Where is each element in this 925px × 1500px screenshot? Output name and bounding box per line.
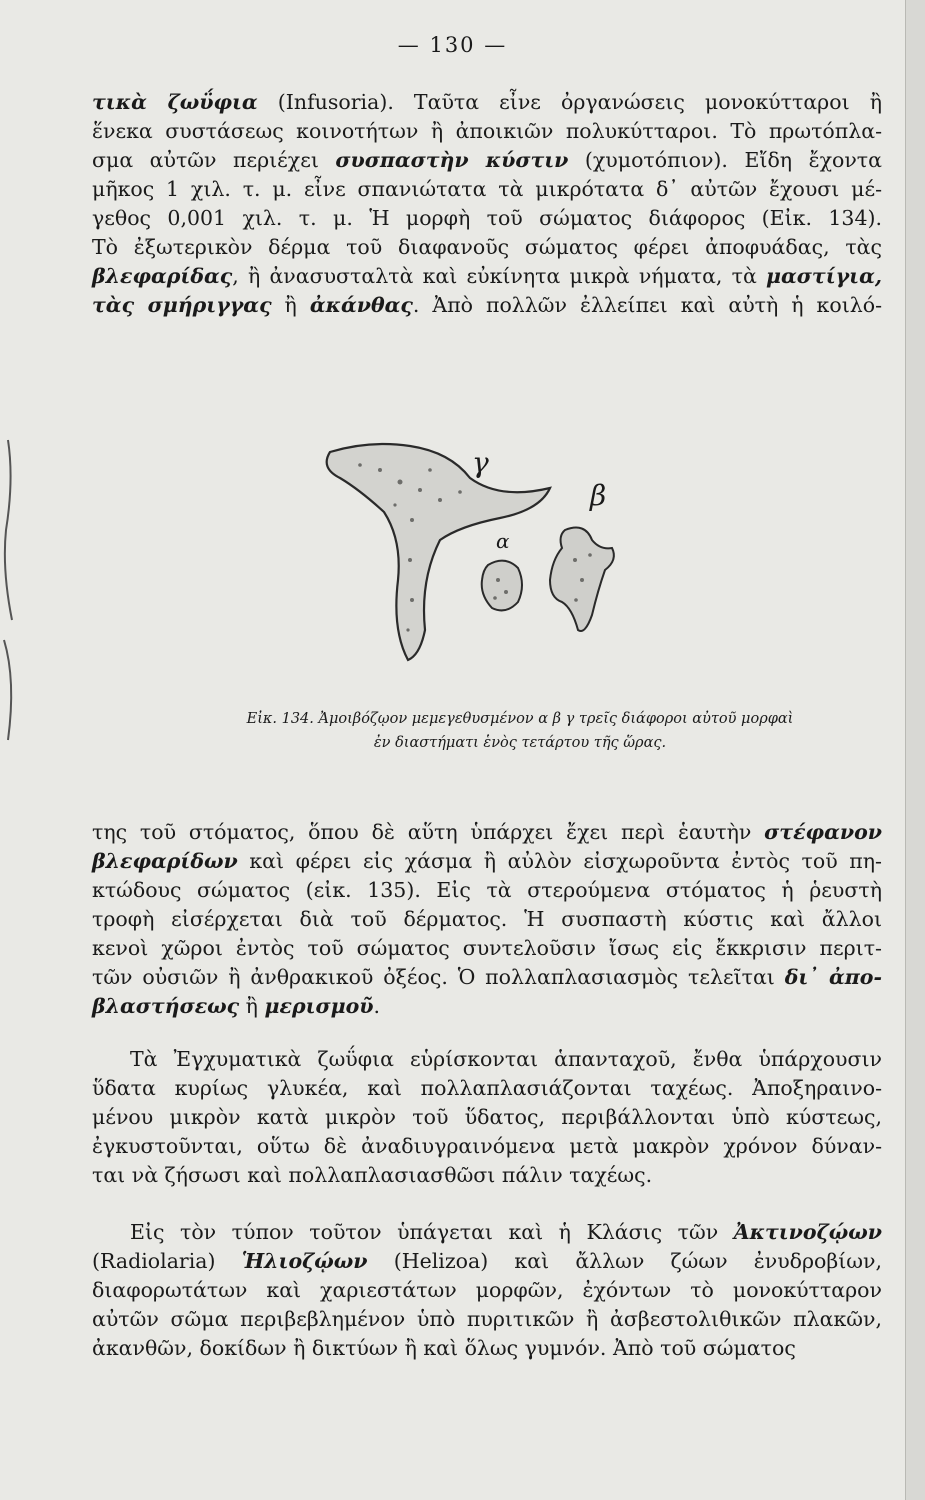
figure-label-beta: β: [590, 479, 607, 512]
text-line: μῆκος 1 χιλ. τ. μ. εἶνε σπανιώτατα τὰ μικρότατα δ᾽ αὐτῶν ἔχουσι μέ-: [92, 177, 882, 201]
paragraph-1: [92, 88, 882, 320]
paragraph-4: [92, 1218, 882, 1363]
text-line: γεθος 0,001 χιλ. τ. μ. Ἡ μορφὴ τοῦ σώματος διάφορος (Εἰκ. 134).: [92, 206, 882, 230]
text-line: τῶν οὐσιῶν ἢ ἀνθρακικοῦ ὀξέος. Ὁ πολλαπλασιασμὸς τελεῖται δι᾽ ἀπο-: [92, 965, 882, 989]
page-number: — 130 —: [397, 33, 508, 57]
line-rest: (Infusoria). Ταῦτα εἶνε ὀργανώσεις μονοκύτταροι ἢ: [277, 90, 882, 114]
text-line: κτώδους σώματος (εἰκ. 135). Εἰς τὰ στερούμενα στόματος ἡ ῥευστὴ: [92, 878, 882, 902]
caption-line-2: ἐν διαστήματι ἑνὸς τετάρτου τῆς ὥρας.: [373, 735, 667, 751]
text-line: διαφορωτάτων καὶ χαριεστάτων μορφῶν, ἐχόντων τὸ μονοκύτταρον: [92, 1278, 882, 1302]
adjacent-page-edge: [905, 0, 925, 1500]
text-line: τικὰ ζωΰφια (Infusoria). Ταῦτα εἶνε ὀργανώσεις μονοκύτταροι ἢ: [92, 90, 882, 114]
text-line: ἕνεκα συστάσεως κοινοτήτων ἢ ἀποικιῶν πολυκύτταροι. Τὸ πρωτόπλα-: [92, 119, 882, 143]
figure-amoeba: [300, 430, 660, 700]
text-line: Τὸ ἐξωτερικὸν δέρμα τοῦ διαφανοῦς σώματος φέρει ἀποφυάδας, τὰς: [92, 235, 882, 259]
amoeba-beta: [550, 528, 614, 631]
text-line: ὕδατα κυρίως γλυκέα, καὶ πολλαπλασιάζονται ταχέως. Ἀποξηραινο-: [92, 1076, 882, 1100]
text-line: σμα αὐτῶν περιέχει συσπαστὴν κύστιν (χυμοτόπιον). Εἴδη ἔχοντα: [92, 148, 882, 172]
text-line: ἐγκυστοῦνται, οὕτω δὲ ἀναδιυγραινόμενα μετὰ μακρὸν χρόνον δύναν-: [92, 1134, 882, 1158]
amoeba-gamma: [327, 444, 550, 660]
text-line: κενοὶ χῶροι ἐντὸς τοῦ σώματος συντελοῦσιν ἴσως εἰς ἔκκρισιν περιτ-: [92, 936, 882, 960]
text-line: ται νὰ ζήσωσι καὶ πολλαπλασιασθῶσι πάλιν ταχέως.: [92, 1163, 653, 1187]
page-binding-marks: [0, 420, 30, 820]
text-line: βλεφαρίδων καὶ φέρει εἰς χάσμα ἢ αὐλὸν εἰσχωροῦντα ἐντὸς τοῦ πη-: [92, 849, 882, 873]
caption-line-1: Εἰκ. 134. Ἀμοιβόζῳον μεμεγεθυσμένον α β γ τρεῖς διάφοροι αὐτοῦ μορφαὶ: [246, 711, 794, 727]
text-line: βλαστήσεως ἢ μερισμοῦ.: [92, 994, 381, 1018]
text-line: τροφὴ εἰσέρχεται διὰ τοῦ δέρματος. Ἡ συσπαστὴ κύστις καὶ ἄλλοι: [92, 907, 882, 931]
figure-caption: [160, 707, 880, 755]
paragraph-2: [92, 818, 882, 1021]
text-line: (Radiolaria) Ἡλιοζῴων (Helizoa) καὶ ἄλλων ζώων ἐνυδροβίων,: [92, 1249, 882, 1273]
text-line: μένου μικρὸν κατὰ μικρὸν τοῦ ὕδατος, περιβάλλονται ὑπὸ κύστεως,: [92, 1105, 882, 1129]
text-line: ἀκανθῶν, δοκίδων ἢ δικτύων ἢ καὶ ὅλως γυμνόν. Ἀπὸ τοῦ σώματος: [92, 1336, 796, 1360]
figure-label-gamma: γ: [472, 446, 489, 479]
figure-label-alpha: α: [496, 529, 510, 553]
text-line: της τοῦ στόματος, ὅπου δὲ αὕτη ὑπάρχει ἔχει περὶ ἑαυτὴν στέφανον: [92, 820, 882, 844]
text-line: αὐτῶν σῶμα περιβεβλημένον ὑπὸ πυριτικῶν ἢ ἀσβεστολιθικῶν πλακῶν,: [92, 1307, 882, 1331]
paragraph-3: [92, 1045, 882, 1190]
text-line: βλεφαρίδας, ἢ ἀνασυσταλτὰ καὶ εὐκίνητα μικρὰ νήματα, τὰ μαστίγια,: [92, 264, 882, 288]
amoeba-alpha: [482, 561, 522, 611]
text-line: Εἰς τὸν τύπον τοῦτον ὑπάγεται καὶ ἡ Κλάσις τῶν Ἀκτινοζῴων: [130, 1220, 882, 1244]
text-line: τὰς σμήριγγας ἢ ἀκάνθας. Ἀπὸ πολλῶν ἐλλείπει καὶ αὐτὴ ἡ κοιλό-: [92, 293, 882, 317]
text-line: Τὰ Ἐγχυματικὰ ζωΰφια εὑρίσκονται ἁπανταχοῦ, ἔνθα ὑπάρχουσιν: [130, 1047, 882, 1071]
